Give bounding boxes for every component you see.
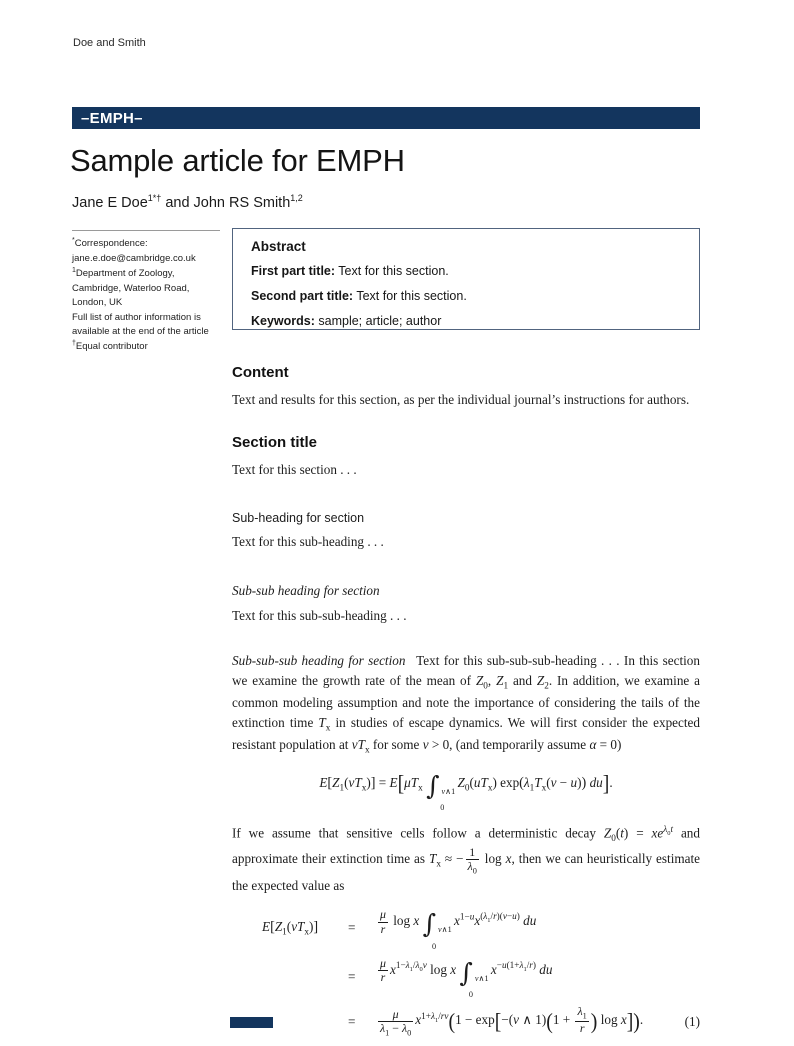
correspondence-line: London, UK — [72, 297, 123, 309]
footer-bar — [230, 1017, 273, 1028]
equation-row — [232, 1005, 700, 1038]
correspondence-line: jane.e.doe@cambridge.co.uk — [72, 252, 196, 264]
equation-rhs: $\frac{\mu}{\lambda_1 - \lambda_0}$ $x^{1+\lambda_1/rv}(1 - \exp[-(v$ ∧ 1)(1 + $\frac{\lambda_1}{r}$ ) log x]). — [380, 1004, 644, 1038]
paragraph-content: Text and results for this section, as per the individual journal’s instructions for authors. — [232, 391, 690, 407]
equation-rhs: $\frac{\mu}{r}$ log x ∫ v∧1 0 $x^{1-u}x^{(\lambda_1/r)(v-u)}$ du — [380, 906, 537, 951]
equation-number: (1) — [684, 1014, 700, 1029]
sub-heading: Sub-heading for section — [232, 510, 365, 525]
equation-row — [232, 957, 700, 998]
equation-relation: = — [348, 1014, 356, 1029]
equation-rhs: $\frac{\mu}{r}$ $x^{1-\lambda_1/\lambda_0v}$ log x ∫ v∧1 0 $x^{-u(1+\lambda_1/r)}$ du — [380, 955, 553, 1000]
section-heading-section-title: Section title — [232, 434, 318, 452]
correspondence-note — [72, 230, 224, 355]
abstract-heading: Abstract — [251, 239, 306, 254]
correspondence-line: †Equal contributor — [72, 340, 148, 353]
equation-lhs: $E[Z_1(vT_x)]$ — [262, 919, 319, 937]
article-title: Sample article for EMPH — [70, 143, 405, 178]
abstract-item-text: Text for this section. — [335, 264, 449, 278]
paragraph-sub-heading: Text for this sub-heading . . . — [232, 534, 384, 550]
correspondence-line: *Correspondence: — [72, 237, 148, 250]
equation-align-block — [232, 908, 700, 1038]
paragraph-section: Text for this section . . . — [232, 461, 357, 477]
correspondence-lines — [72, 236, 224, 355]
correspondence-line: available at the end of the article — [72, 325, 209, 337]
abstract-item-label: Keywords: — [251, 314, 315, 329]
sidebar-rule — [72, 230, 220, 231]
paragraph-decay: If we assume that sensitive cells follow a deterministic decay $Z_0(t) = xe^{\lambda_0t}$ and approximate their extinction time as $T_x$ ≈ − $\frac{1}{\lambda_0}$ log x, then we can heuristically estimate the expected value as — [232, 823, 700, 894]
abstract-items — [251, 262, 681, 330]
display-equation: $E[Z_1(vT_x)] = E[\mu T_x$ ∫ v∧1 0 $Z_0(uT_x) \exp(\lambda_1T_x(v - u))$ du]. — [319, 771, 613, 813]
abstract-item-label: First part title: — [251, 264, 336, 278]
abstract-item-label: Second part title: — [251, 289, 354, 304]
authors-line: Jane E Doe$^{1*\dagger}$ and John RS Smith$^{1,2}$ — [72, 193, 303, 211]
content-blocks — [232, 362, 700, 758]
running-head: Doe and Smith — [73, 37, 146, 49]
section-heading-content: Content — [232, 364, 289, 381]
sub-sub-heading: Sub-sub heading for section — [232, 583, 380, 599]
abstract-item-text: Text for this section. — [353, 289, 467, 304]
journal-banner-label: –EMPH– — [81, 109, 143, 127]
correspondence-line: Cambridge, Waterloo Road, — [72, 282, 190, 294]
abstract-item — [251, 287, 681, 305]
abstract-item-text: sample; article; author — [314, 314, 442, 329]
abstract-box — [232, 228, 700, 330]
paragraph-sub-sub-heading: Text for this sub-sub-heading . . . — [232, 607, 407, 623]
correspondence-line: $^1$Department of Zoology, — [72, 267, 175, 280]
content-column — [232, 362, 700, 1046]
equation-row — [232, 908, 700, 949]
paragraph-sub-sub-sub: Sub-sub-sub heading for section Text for this sub-sub-sub-heading . . . In this section we examine the growth rate of the mean of $Z_0$, $Z_1$ and $Z_2$. In addition, we examine a common modeling assumption and note the importance of considering the tails of the extinction time $T_x$ in studies of escape dynamics. We will first consider the expected resistant population at $vT_x$ for some v > 0, (and temporarily assume α = 0) — [232, 652, 701, 755]
journal-banner — [72, 107, 700, 129]
equation-relation: = — [348, 969, 356, 985]
abstract-item — [251, 262, 681, 280]
abstract-item — [251, 312, 681, 330]
equation-relation: = — [348, 920, 356, 936]
correspondence-line: Full list of author information is — [72, 311, 201, 323]
